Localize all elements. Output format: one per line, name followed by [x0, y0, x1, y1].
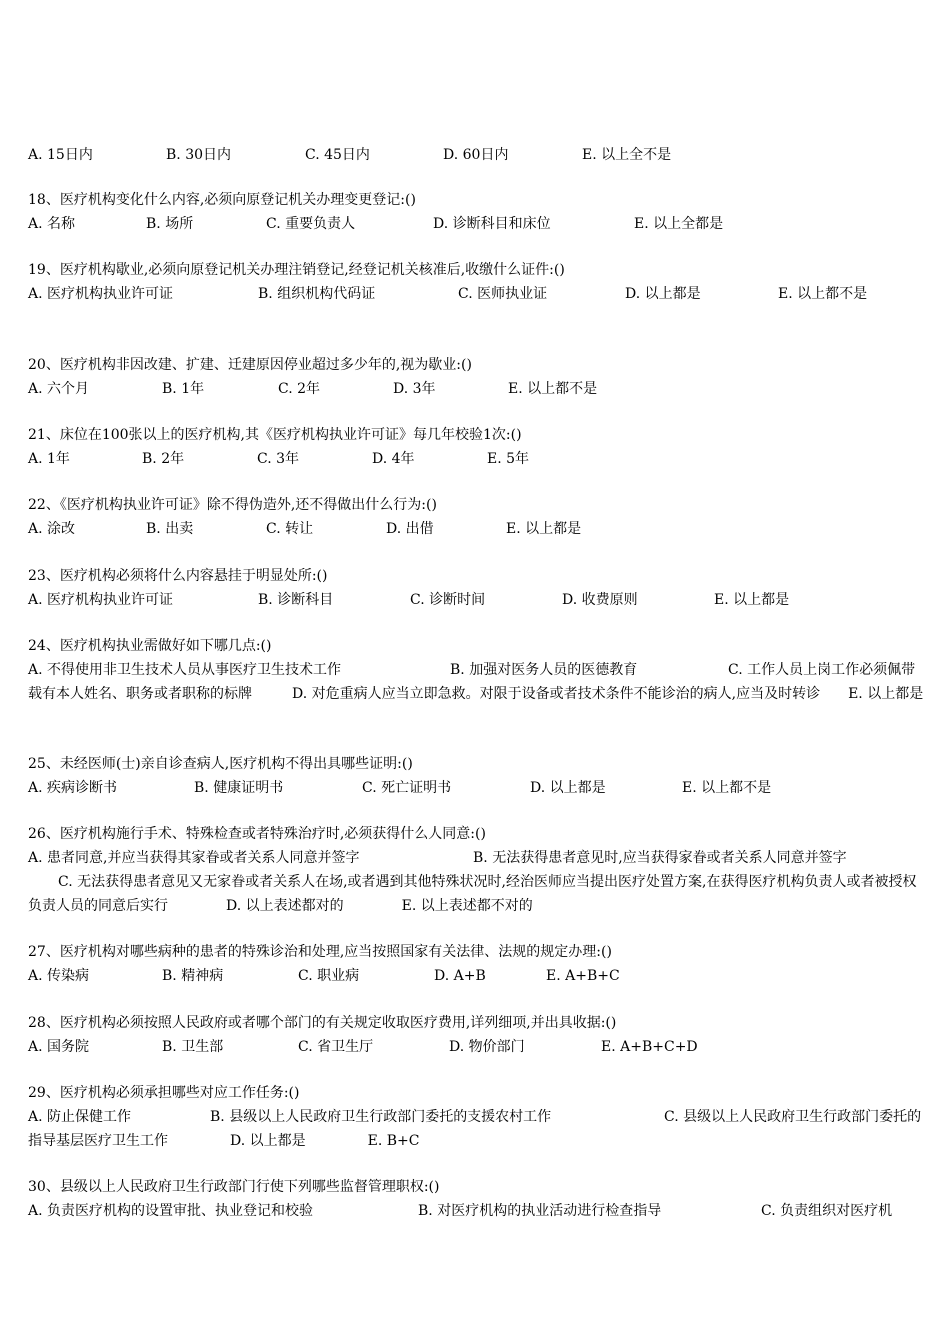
q25-option-c: C. 死亡证明书: [362, 780, 452, 796]
q20-option-b: B. 1年: [162, 381, 205, 397]
q24-options-rest: [28, 658, 928, 706]
q25-question: 25、未经医师(士)亲自诊查病人,医疗机构不得出具哪些证明:(): [28, 756, 413, 772]
q26-question: 26、医疗机构施行手术、特殊检查或者特殊治疗时,必须获得什么人同意:(): [28, 826, 486, 842]
q19-option-d: D. 以上都是: [625, 286, 701, 302]
q25-option-d: D. 以上都是: [530, 780, 606, 796]
q18-question: 18、医疗机构变化什么内容,必须向原登记机关办理变更登记:(): [28, 192, 416, 208]
q18-option-d: D. 诊断科目和床位: [433, 216, 551, 232]
q26-option-d: D. 以上表述都对的: [226, 898, 344, 914]
q23-option-e: E. 以上都是: [714, 592, 790, 608]
q22-option-e: E. 以上都是: [506, 521, 582, 537]
q17-option-e: E. 以上全不是: [582, 147, 672, 163]
q20-option-c: C. 2年: [278, 381, 321, 397]
q19-option-a: A. 医疗机构执业许可证: [28, 286, 174, 302]
q26-option-b: B. 无法获得患者意见时,应当获得家眷或者关系人同意并签字: [473, 850, 847, 866]
q26-option-c: C. 无法获得患者意见又无家眷或者关系人在场,或者遇到其他特殊状况时,经治医师应当提出医疗处置方案,在获得医疗机构负责人或者被授权负责人员的同意后实行: [28, 874, 917, 914]
q27-option-c: C. 职业病: [298, 968, 360, 984]
q29-question: 29、医疗机构必须承担哪些对应工作任务:(): [28, 1085, 300, 1101]
q22-option-c: C. 转让: [266, 521, 314, 537]
q20-option-d: D. 3年: [393, 381, 436, 397]
q24-option-d: D. 对危重病人应当立即急救。对限于设备或者技术条件不能诊治的病人,应当及时转诊: [292, 686, 821, 702]
q18-option-a: A. 名称: [28, 216, 76, 232]
q21-question: 21、床位在100张以上的医疗机构,其《医疗机构执业许可证》每几年校验1次:(): [28, 427, 522, 443]
q23-option-a: A. 医疗机构执业许可证: [28, 592, 174, 608]
q18-option-b: B. 场所: [146, 216, 194, 232]
q17-option-a: A. 15日内: [28, 147, 93, 163]
q28-option-b: B. 卫生部: [162, 1039, 224, 1055]
q29-option-e: E. B+C: [367, 1133, 420, 1149]
q26-option-a: A. 患者同意,并应当获得其家眷或者关系人同意并签字: [28, 850, 360, 866]
q24-option-a: A. 不得使用非卫生技术人员从事医疗卫生技术工作: [28, 662, 342, 678]
q17-option-d: D. 60日内: [443, 147, 509, 163]
q17-option-c: C. 45日内: [305, 147, 370, 163]
q30-question: 30、县级以上人民政府卫生行政部门行使下列哪些监督管理职权:(): [28, 1179, 440, 1195]
q28-question: 28、医疗机构必须按照人民政府或者哪个部门的有关规定收取医疗费用,详列细项,并出具收据:(): [28, 1015, 617, 1031]
q29-option-c: C. 县级以上人民政府卫生行政部门委托的指导基层医疗卫生工作: [28, 1109, 922, 1149]
q22-option-d: D. 出借: [386, 521, 434, 537]
q23-question: 23、医疗机构必须将什么内容悬挂于明显处所:(): [28, 568, 328, 584]
q21-option-c: C. 3年: [257, 451, 300, 467]
q27-option-d: D. A+B: [434, 968, 486, 984]
q22-question: 22、《医疗机构执业许可证》除不得伪造外,还不得做出什么行为:(): [28, 497, 437, 513]
q17-option-b: B. 30日内: [166, 147, 232, 163]
q26-options-rest: [28, 870, 928, 918]
q28-option-d: D. 物价部门: [449, 1039, 525, 1055]
q24-option-b: B. 加强对医务人员的医德教育: [450, 662, 638, 678]
q30-option-b: B. 对医疗机构的执业活动进行检查指导: [418, 1203, 662, 1219]
q28-option-e: E. A+B+C+D: [601, 1039, 698, 1055]
q18-option-e: E. 以上全都是: [634, 216, 724, 232]
q27-option-a: A. 传染病: [28, 968, 90, 984]
q21-option-e: E. 5年: [487, 451, 530, 467]
q29-option-d: D. 以上都是: [230, 1133, 306, 1149]
q21-option-d: D. 4年: [372, 451, 415, 467]
q19-option-e: E. 以上都不是: [778, 286, 868, 302]
q25-option-e: E. 以上都不是: [682, 780, 772, 796]
q27-option-e: E. A+B+C: [546, 968, 620, 984]
q20-option-e: E. 以上都不是: [508, 381, 598, 397]
q26-option-e: E. 以上表述都不对的: [401, 898, 533, 914]
q30-option-c: C. 负责组织对医疗机: [761, 1203, 893, 1219]
q28-option-a: A. 国务院: [28, 1039, 90, 1055]
q22-option-a: A. 涂改: [28, 521, 76, 537]
q24-option-c: C. 工作人员上岗工作必须佩带载有本人姓名、职务或者职称的标牌: [28, 662, 916, 702]
q29-option-a: A. 防止保健工作: [28, 1109, 132, 1125]
q25-option-a: A. 疾病诊断书: [28, 780, 118, 796]
q20-option-a: A. 六个月: [28, 381, 90, 397]
q19-question: 19、医疗机构歇业,必须向原登记机关办理注销登记,经登记机关核准后,收缴什么证件:(): [28, 262, 565, 278]
q27-option-b: B. 精神病: [162, 968, 224, 984]
q22-option-b: B. 出卖: [146, 521, 194, 537]
q23-option-d: D. 收费原则: [562, 592, 638, 608]
q18-option-c: C. 重要负责人: [266, 216, 356, 232]
q23-option-c: C. 诊断时间: [410, 592, 486, 608]
q28-option-c: C. 省卫生厅: [298, 1039, 374, 1055]
q29-option-b: B. 县级以上人民政府卫生行政部门委托的支援农村工作: [210, 1109, 552, 1125]
q24-question: 24、医疗机构执业需做好如下哪几点:(): [28, 638, 272, 654]
q19-option-c: C. 医师执业证: [458, 286, 548, 302]
q30-option-a: A. 负责医疗机构的设置审批、执业登记和校验: [28, 1203, 314, 1219]
q23-option-b: B. 诊断科目: [258, 592, 334, 608]
q19-option-b: B. 组织机构代码证: [258, 286, 376, 302]
q21-option-b: B. 2年: [142, 451, 185, 467]
q29-options-rest: [28, 1105, 928, 1153]
q27-question: 27、医疗机构对哪些病种的患者的特殊诊治和处理,应当按照国家有关法律、法规的规定办理:(): [28, 944, 612, 960]
q25-option-b: B. 健康证明书: [194, 780, 284, 796]
q20-question: 20、医疗机构非因改建、扩建、迁建原因停业超过多少年的,视为歇业:(): [28, 357, 472, 373]
q24-option-e: E. 以上都是: [848, 686, 924, 702]
q21-option-a: A. 1年: [28, 451, 70, 467]
